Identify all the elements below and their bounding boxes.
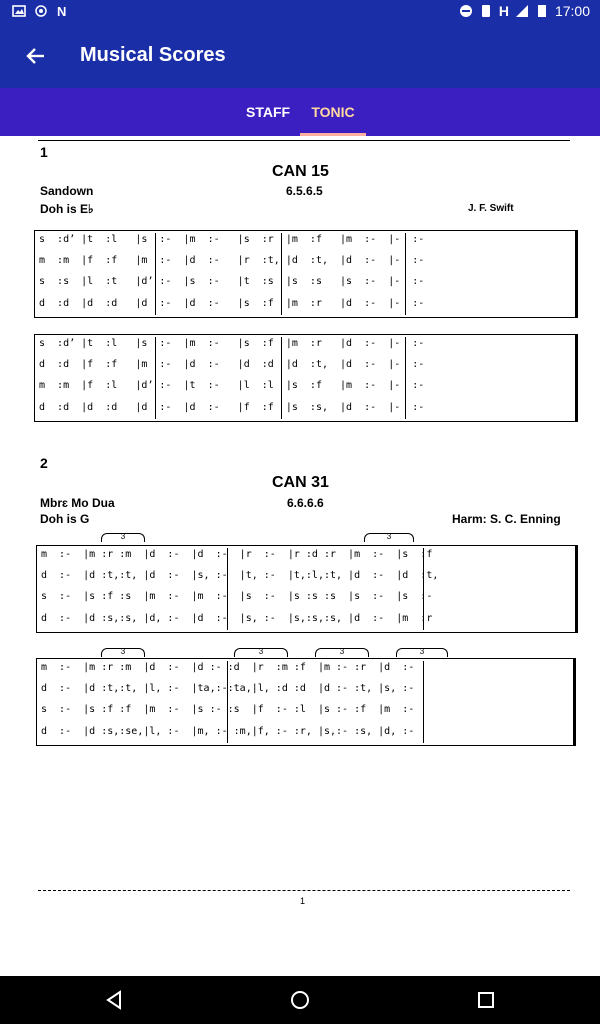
key-signature: Doh is E♭: [40, 202, 94, 216]
app-bar: [0, 24, 600, 88]
hotspot-icon: [34, 4, 48, 18]
barline: [405, 337, 406, 419]
triplet-bracket: 3: [364, 533, 414, 542]
triplet-bracket: 3: [315, 648, 369, 657]
sim-icon: [479, 4, 493, 18]
tune-name: Sandown: [40, 184, 94, 198]
composer: J. F. Swift: [468, 203, 514, 214]
footer-rule: [38, 890, 570, 891]
triplet-bracket: 3: [234, 648, 288, 657]
barline: [405, 233, 406, 315]
tenor-line: s :- |s :f :f |m :- |s :- :s |f :- :l |s :- :f |m :-: [41, 704, 415, 715]
bass-line: d :- |d :s,:s, |d, :- |d :- |s, :- |s,:s,:s, |d :- |m :r: [41, 613, 433, 624]
key-signature: Doh is G: [40, 512, 90, 526]
hymn-number: 2: [40, 455, 48, 471]
barline: [227, 548, 228, 630]
tenor-line: s :- |s :f :s |m :- |m :- |s :- |s :s :s |s :- |s :-: [41, 591, 433, 602]
score-system: [34, 230, 578, 318]
barline: [281, 337, 282, 419]
triplet-bracket: 3: [101, 648, 145, 657]
network-type: H: [498, 3, 509, 19]
system-nav-bar: [0, 976, 600, 1024]
tab-staff[interactable]: STAFF: [246, 104, 291, 120]
hymn-title: CAN 31: [272, 474, 329, 491]
score-page: [0, 136, 600, 976]
signal-icon: [515, 4, 529, 18]
page-number: 1: [300, 896, 306, 906]
tenor-line: m :m |f :l |d’ :- |t :- |l :l |s :f |m :- |- :-: [39, 380, 425, 391]
soprano-line: s :d’ |t :l |s :- |m :- |s :f |m :r |d :- |- :-: [39, 338, 425, 349]
soprano-line: m :- |m :r :m |d :- |d :- :d |r :m :f |m :- :r |d :-: [41, 662, 415, 673]
bass-line: d :- |d :s,:se,|l, :- |m, :- :m,|f, :- :r, |s,:- :s, |d, :-: [41, 726, 415, 737]
battery-icon: [535, 4, 549, 18]
barline: [423, 661, 424, 743]
hymn-number: 1: [40, 144, 48, 160]
status-bar: [0, 0, 600, 24]
soprano-line: m :- |m :r :m |d :- |d :- |r :- |r :d :r |m :- |s :f: [41, 549, 433, 560]
soprano-line: s :d’ |t :l |s :- |m :- |s :r |m :f |m :- |- :-: [39, 234, 425, 245]
barline: [155, 337, 156, 419]
score-system: [34, 334, 578, 422]
alto-line: d :- |d :t,:t, |l, :- |ta,:-:ta,|l, :d :d |d :- :t, |s, :-: [41, 683, 415, 694]
tab-tonic[interactable]: TONIC: [300, 88, 366, 136]
barline: [227, 661, 228, 743]
tab-bar: [0, 88, 600, 136]
score-system: [36, 545, 578, 633]
score-system: [36, 658, 576, 746]
clock: 17:00: [554, 3, 590, 19]
image-icon: [12, 4, 26, 18]
barline: [281, 233, 282, 315]
alto-line: d :d |f :f |m :- |d :- |d :d |d :t, |d :- |- :-: [39, 359, 425, 370]
nav-recents-icon[interactable]: [474, 988, 498, 1012]
meter: 6.6.6.6: [287, 496, 324, 510]
barline: [423, 548, 424, 630]
svg-text:N: N: [57, 4, 67, 18]
page-title: Musical Scores: [80, 44, 226, 66]
tenor-line: s :s |l :t |d’ :- |s :- |t :s |s :s |s :- |- :-: [39, 276, 425, 287]
n-logo-icon: [56, 4, 70, 18]
top-rule: [38, 140, 570, 141]
hymn-title: CAN 15: [272, 163, 329, 180]
barline: [155, 233, 156, 315]
back-arrow-icon[interactable]: [22, 42, 50, 70]
triplet-bracket: 3: [101, 533, 145, 542]
alto-line: m :m |f :f |m :- |d :- |r :t, |d :t, |d :- |- :-: [39, 255, 425, 266]
bass-line: d :d |d :d |d :- |d :- |f :f |s :s, |d :- |- :-: [39, 402, 425, 413]
bass-line: d :d |d :d |d :- |d :- |s :f |m :r |d :- |- :-: [39, 298, 425, 309]
triplet-bracket: 3: [396, 648, 448, 657]
do-not-disturb-icon: [459, 4, 473, 18]
alto-line: d :- |d :t,:t, |d :- |s, :- |t, :- |t,:l,:t, |d :- |d :t,: [41, 570, 439, 581]
composer: Harm: S. C. Enning: [452, 512, 561, 526]
meter: 6.5.6.5: [286, 184, 323, 198]
tune-name: Mbrɛ Mo Dua: [40, 496, 115, 510]
nav-back-icon[interactable]: [102, 988, 126, 1012]
nav-home-icon[interactable]: [288, 988, 312, 1012]
